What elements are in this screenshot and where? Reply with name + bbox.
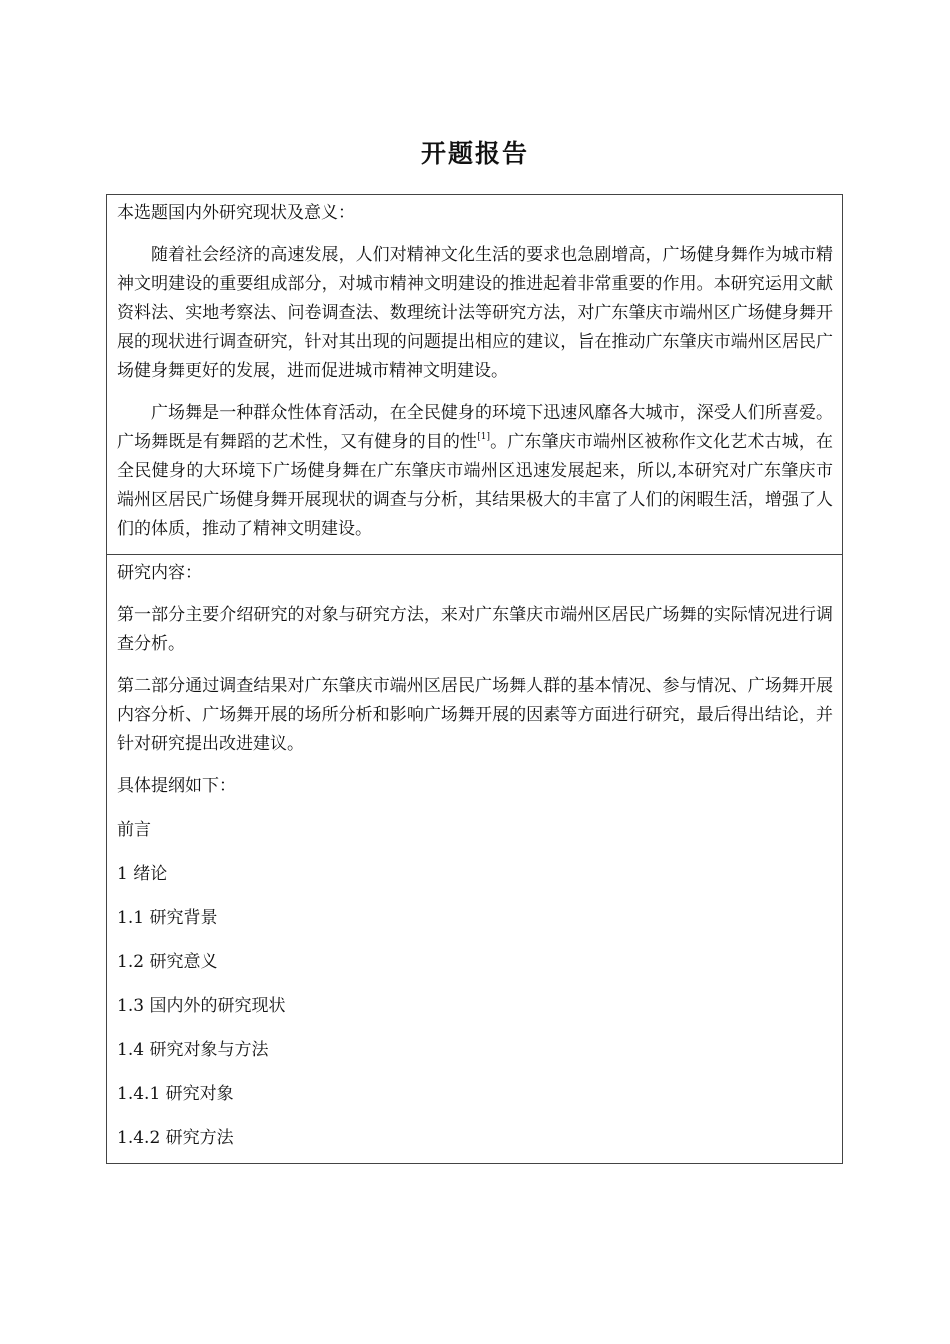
outline-item: 1.1 研究背景	[117, 908, 218, 928]
research-status-paragraph-2	[117, 399, 833, 544]
document-title: 开题报告	[420, 139, 529, 168]
research-status-cell	[107, 195, 842, 554]
research-status-paragraph-1: 随着社会经济的高速发展，人们对精神文化生活的要求也急剧增高，广场健身舞作为城市精神文明建设的重要组成部分，对城市精神文明建设的推进起着非常重要的作用。本研究运用文献资料法、实地考察法、问卷调查法、数理统计法等研究方法，对广东肇庆市端州区广场健身舞开展的现状进行调查研究，针对其出现的问题提出相应的建议，旨在推动广东肇庆市端州区居民广场健身舞更好的发展，进而促进城市精神文明建设。	[117, 245, 833, 381]
research-status-heading: 本选题国内外研究现状及意义：	[117, 203, 355, 223]
outline-item: 1.4 研究对象与方法	[117, 1040, 269, 1060]
report-table	[106, 194, 843, 1164]
research-content-paragraph-2: 第二部分通过调查结果对广东肇庆市端州区居民广场舞人群的基本情况、参与情况、广场舞开展内容分析、广场舞开展的场所分析和影响广场舞开展的因素等方面进行研究，最后得出结论，并针对研究提出改进建议。	[117, 676, 833, 754]
paragraph-text: 广场舞是一种群众性体育活动，在全民健身的环境下迅速风靡各大城市，深受人们所喜爱。广场舞既是有舞蹈的艺术性，又有健身的目的性	[117, 403, 833, 452]
outline-item: 1.4.2 研究方法	[117, 1128, 234, 1148]
research-content-paragraph-1: 第一部分主要介绍研究的对象与研究方法，来对广东肇庆市端州区居民广场舞的实际情况进行调查分析。	[117, 605, 833, 654]
outline-item: 1.3 国内外的研究现状	[117, 996, 286, 1016]
outline-item: 前言	[117, 820, 151, 840]
outline-item: 1.2 研究意义	[117, 952, 218, 972]
research-content-heading: 研究内容：	[117, 563, 202, 583]
research-content-cell	[107, 554, 842, 1163]
outline-item: 1 绪论	[117, 864, 168, 884]
paragraph-text: 。广东肇庆市端州区被称作文化艺术古城，在全民健身的大环境下广场健身舞在广东肇庆市端州区迅速发展起来，所以,本研究对广东肇庆市端州区居民广场健身舞开展现状的调查与分析，其结果极大的丰富了人们的闲暇生活，增强了人们的体质，推动了精神文明建设。	[117, 432, 834, 539]
citation-marker: [1]	[477, 432, 490, 442]
outline-item: 1.4.1 研究对象	[117, 1084, 234, 1104]
outline-intro: 具体提纲如下：	[117, 776, 236, 796]
